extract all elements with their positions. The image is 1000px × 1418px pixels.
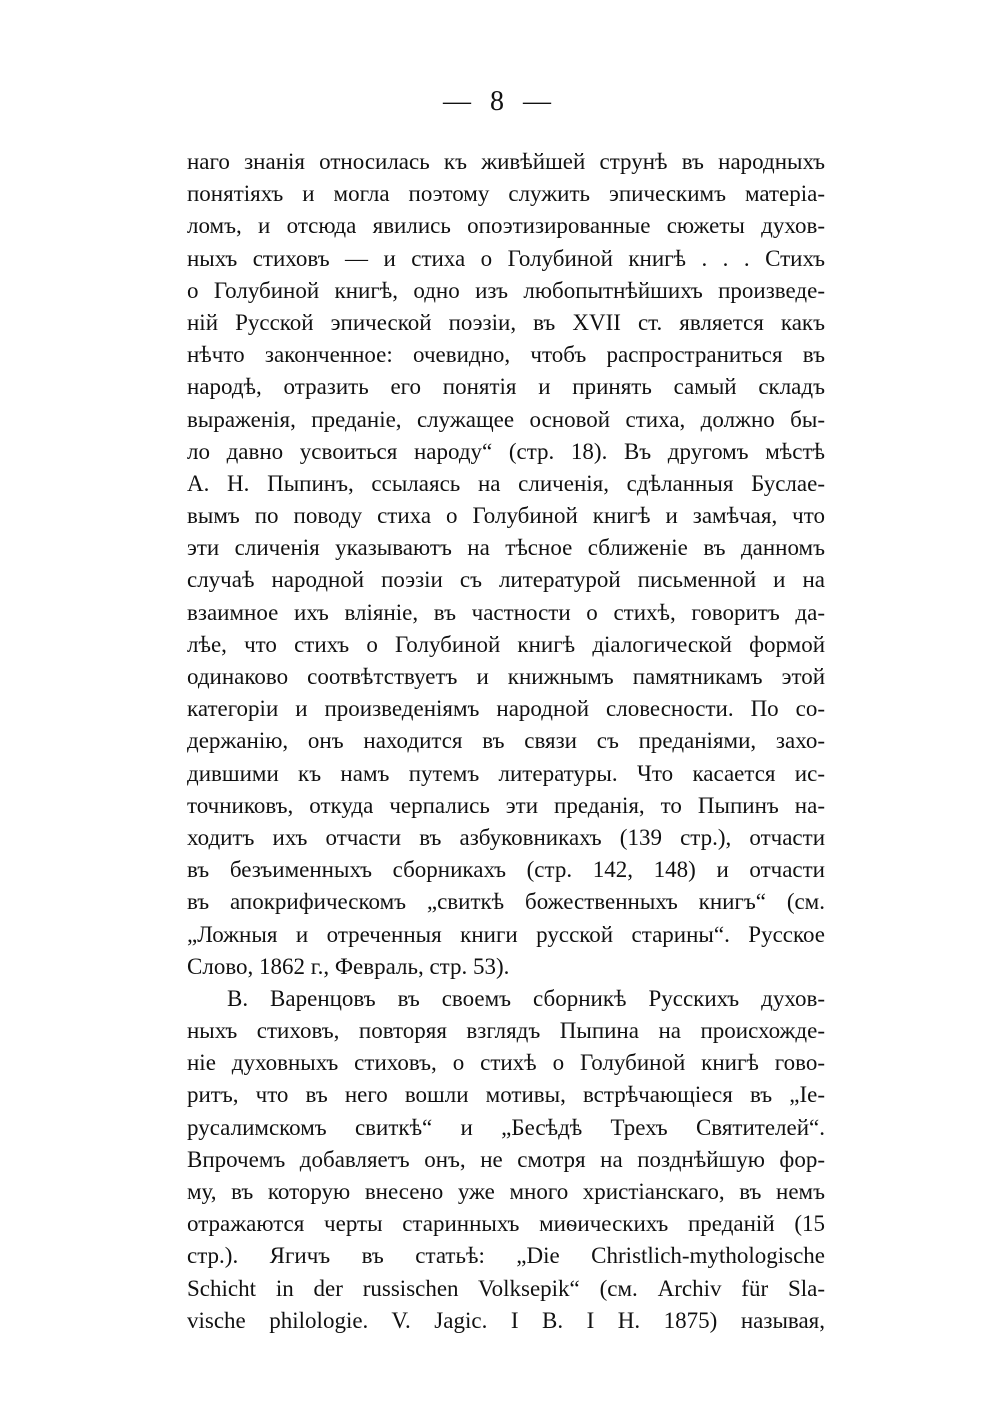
text-line: наго знанія относилась къ живѣйшей струнѣ въ народныхъ xyxy=(187,149,825,174)
text-line: ходитъ ихъ отчасти въ азбуковникахъ (139 стр.), отчасти xyxy=(187,824,825,850)
text-line: ныхъ стиховъ, повторяя взглядъ Пыпина на происхожде- xyxy=(187,1018,825,1044)
text-line: Впрочемъ добавляетъ онъ, не смотря на позднѣйшую фор- xyxy=(187,1146,825,1172)
text-line: дившими къ намъ путемъ литературы. Что касается ис- xyxy=(187,760,825,786)
text-line: народѣ, отразить его понятія и принять самый складъ xyxy=(187,374,825,400)
text-line: ло давно усвоиться народу“ (стр. 18). Въ другомъ мѣстѣ xyxy=(187,438,825,464)
text-line: vische philologie. V. Jagic. I B. I H. 1875) называя, xyxy=(187,1307,825,1333)
text-line: взаимное ихъ вліяніе, въ частности о стихѣ, говоритъ да- xyxy=(187,599,825,625)
text-line: вымъ по поводу стиха о Голубиной книгѣ и замѣчая, что xyxy=(187,503,825,529)
text-line: о Голубиной книгѣ, одно изъ любопытнѣйшихъ произведе- xyxy=(187,277,825,303)
body-text xyxy=(187,146,825,1337)
text-line: нѣчто законченное: очевидно, чтобъ распространиться въ xyxy=(187,342,825,368)
text-line: выраженія, преданіе, служащее основой стиха, должно бы- xyxy=(187,406,825,432)
text-line: лѣе, что стихъ о Голубиной книгѣ діалогической формой xyxy=(187,631,825,657)
text-line: ритъ, что въ него вошли мотивы, встрѣчающіеся въ „Іе- xyxy=(187,1082,825,1108)
text-line: ныхъ стиховъ — и стиха о Голубиной книгѣ . . . Стихъ xyxy=(187,245,825,271)
text-line: одинаково соотвѣтствуетъ и книжнымъ памятникамъ этой xyxy=(187,664,825,689)
text-line: понятіяхъ и могла поэтому служить эпическимъ матеріа- xyxy=(187,181,825,207)
text-line: случаѣ народной поэзіи съ литературой письменной и на xyxy=(187,567,825,593)
text-line: держанію, онъ находится въ связи съ преданіями, захо- xyxy=(187,728,825,754)
text-line: Schicht in der russischen Volksepik“ (см. Archiv für Sla- xyxy=(187,1275,825,1301)
text-line: В. Варенцовъ въ своемъ сборникѣ Русскихъ духов- xyxy=(227,985,825,1011)
text-line: эти сличенія указываютъ на тѣсное сближеніе въ данномъ xyxy=(187,535,825,561)
text-line: русалимскомъ свиткѣ“ и „Бесѣдѣ Трехъ Святителей“. xyxy=(187,1114,825,1140)
text-line: въ безъименныхъ сборникахъ (стр. 142, 148) и отчасти xyxy=(187,857,825,883)
page-number: — 8 — xyxy=(443,86,557,117)
text-line: отражаются черты старинныхъ миѳическихъ преданій (15 xyxy=(187,1211,825,1237)
text-line: „Ложныя и отреченныя книги русской старины“. Русское xyxy=(187,921,825,947)
text-line: категоріи и произведеніямъ народной словесности. По со- xyxy=(187,696,825,722)
text-line: ломъ, и отсюда явились опоэтизированные сюжеты духов- xyxy=(187,213,825,239)
text-line: точниковъ, откуда черпались эти преданія, то Пыпинъ на- xyxy=(187,792,825,818)
text-line: въ апокрифическомъ „свиткѣ божественныхъ книгъ“ (см. xyxy=(187,889,825,915)
text-line: му, въ которую внесено уже много христіанскаго, въ немъ xyxy=(187,1179,825,1204)
text-line: ній Русской эпической поэзіи, въ XVII ст. является какъ xyxy=(187,309,825,335)
text-line: ніе духовныхъ стиховъ, о стихѣ о Голубиной книгѣ гово- xyxy=(187,1050,825,1076)
text-line: А. Н. Пыпинъ, ссылаясь на сличенія, сдѣланныя Буслае- xyxy=(187,470,825,496)
text-line: Слово, 1862 г., Февраль, стр. 53). xyxy=(187,953,510,979)
text-line: стр.). Ягичъ въ статьѣ: „Die Christlich-mythologische xyxy=(187,1243,825,1269)
